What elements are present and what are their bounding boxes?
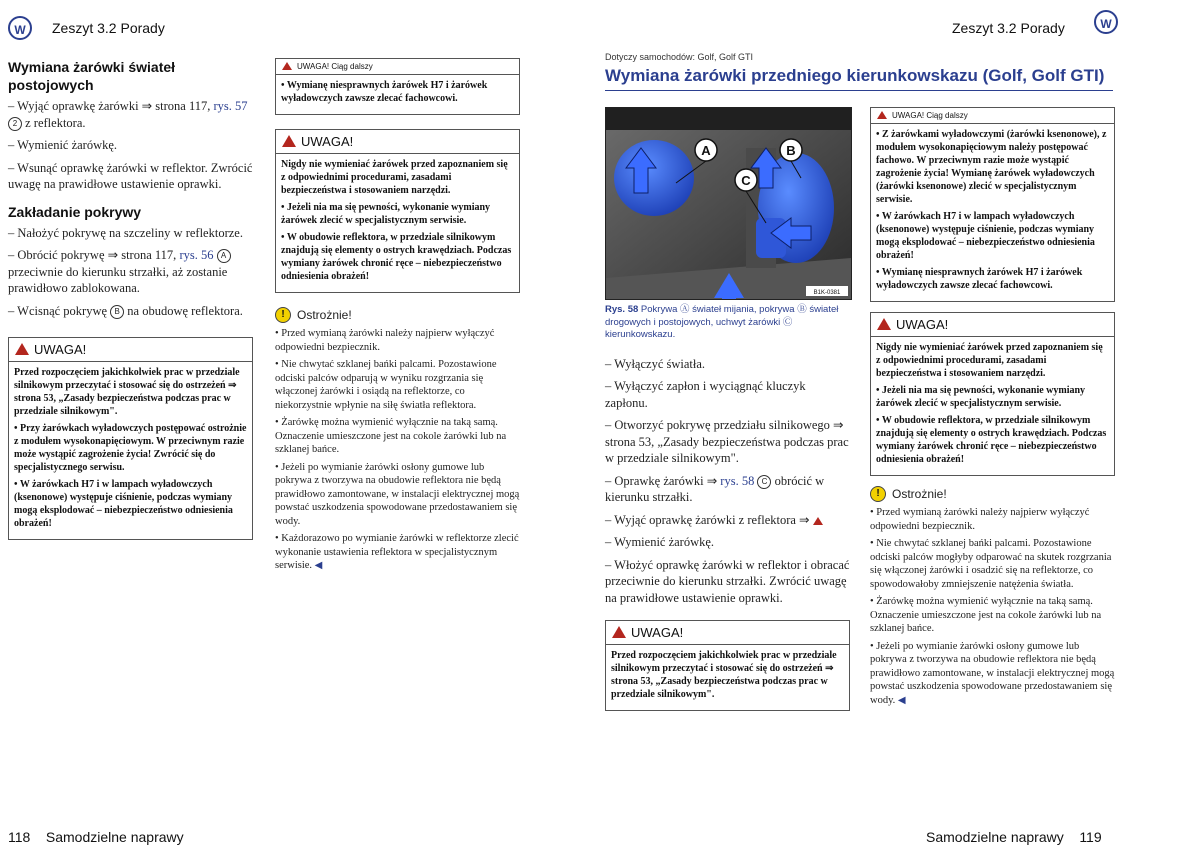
callout-marker: 2 <box>8 117 22 131</box>
warning-body <box>276 154 519 292</box>
warning-title: UWAGA! <box>301 134 354 149</box>
step-text: z reflektora. <box>22 115 86 130</box>
warning-box <box>275 129 520 293</box>
warning-continued-box <box>870 107 1115 302</box>
step-list <box>605 356 850 607</box>
step-text: – Otworzyć pokrywę przedziału silnikowego ⇒ strona 53, „Zasady bezpieczeństwa podczas prac w przedziale silnikowym". <box>605 418 849 465</box>
step-item <box>8 98 253 131</box>
section-heading: Wymiana żarówki świateł postojowych <box>8 59 176 93</box>
warning-body <box>871 337 1114 475</box>
warning-body <box>9 362 252 539</box>
paragraph: • Jeżeli po wymianie żarówki osłony gumowe lub pokrywa z tworzywa na obudowie reflektora nie będą prawidłowo zamontowane, w instalacji elektrycznej mogą powstać uszkodzenia spowodowane przedostawaniem się wody. ◀ <box>870 640 1115 706</box>
caution-header <box>870 486 1115 502</box>
paragraph: • Żarówkę można wymienić wyłącznie na taką samą. Oznaczenie umieszczone jest na cokole żarówki lub na szklanej bańce. <box>870 596 1102 634</box>
step-item <box>605 557 850 607</box>
warning-triangle-icon <box>877 111 887 119</box>
warning-title: UWAGA! <box>896 317 949 332</box>
caution-box <box>870 486 1115 707</box>
figure-reference: rys. 57 <box>213 99 248 113</box>
caution-body <box>870 506 1115 707</box>
paragraph: • Przy żarówkach wyładowczych postępować ostrożnie z modułem wysokonapięciowym. W przeciwnym razie może wystąpić zagrożenie życia! Zwrócić się do specjalistycznego serwisu. <box>14 423 247 473</box>
page-header <box>52 20 165 36</box>
step-list <box>8 98 253 193</box>
caution-exclamation-icon: ! <box>275 307 291 323</box>
paragraph: • Jeżeli po wymianie żarówki osłony gumowe lub pokrywa z tworzywa na obudowie reflektora nie będą prawidłowo zamontowane, w instalacji elektrycznej mogą powstać uszkodzenia spowodowane przedostawaniem się wody. <box>275 461 520 527</box>
paragraph: • Przed wymianą żarówki należy najpierw wyłączyć odpowiedni bezpiecznik. <box>275 328 495 353</box>
header-subtitle: Porady <box>120 20 165 36</box>
step-text: – Włożyć oprawkę żarówki w reflektor i obracać przeciwnie do kierunku strzałki. Zwrócić uwagę na prawidłowe ustawienie oprawki. <box>605 557 850 605</box>
end-marker-icon: ◀ <box>314 560 323 571</box>
figure-caption <box>605 304 850 342</box>
footer-title: Samodzielne naprawy <box>926 829 1064 845</box>
paragraph: • Każdorazowo po wymianie żarówki w reflektorze zlecić wykonanie ustawienia reflektora w specjalistycznym serwisie. ◀ <box>275 533 519 571</box>
step-list <box>8 225 253 320</box>
step-text: przeciwnie do kierunku strzałki, aż zostanie prawidłowo zablokowana. <box>8 264 228 295</box>
header-subtitle: Porady <box>1020 20 1065 36</box>
page-number: 118 <box>8 829 31 845</box>
warning-triangle-icon <box>282 135 296 147</box>
step-text: – Wcisnąć pokrywę <box>8 303 111 318</box>
figure-headlight-photo <box>605 107 852 300</box>
step-text: – Wyłączyć światła. <box>605 356 706 371</box>
header-title: Zeszyt 3.2 <box>952 20 1017 36</box>
step-text: – Wyjąć oprawkę żarówki ⇒ strona 117, <box>8 99 214 113</box>
figure-code: B1K-0381 <box>813 290 841 296</box>
caution-title: Ostrożnie! <box>892 487 947 501</box>
caution-box <box>275 307 520 573</box>
step-item <box>605 473 850 506</box>
step-item <box>605 417 850 467</box>
step-item <box>605 356 850 373</box>
warning-title: UWAGA! Ciąg dalszy <box>297 62 373 71</box>
step-item <box>8 160 253 193</box>
vw-logo-icon: W <box>1094 10 1118 34</box>
step-text: – Wyjąć oprawkę żarówki z reflektora ⇒ <box>605 512 813 527</box>
warning-title: UWAGA! <box>631 625 684 640</box>
header-title: Zeszyt 3.2 <box>52 20 117 36</box>
svg-text:B: B <box>786 143 796 158</box>
paragraph: Nigdy nie wymieniać żarówek przed zapoznaniem się z odpowiednimi procedurami, zasadami bezpieczeństwa i stosowaniem narzędzi. <box>281 159 508 196</box>
figure-reference: rys. 56 <box>179 248 214 262</box>
page-number: 119 <box>1079 829 1102 845</box>
main-heading: Wymiana żarówki przedniego kierunkowskazu (Golf, Golf GTI) <box>605 66 1105 85</box>
caption-text: Pokrywa Ⓐ świateł mijania, pokrywa Ⓑ świateł drogowych i postojowych, uchwyt żarówki Ⓒ kierunkowskazu. <box>605 304 839 340</box>
svg-text:A: A <box>701 143 711 158</box>
step-text: na obudowę reflektora. <box>124 303 243 318</box>
paragraph: Nigdy nie wymieniać żarówek przed zapoznaniem się z odpowiednimi procedurami, zasadami bezpieczeństwa i stosowaniem narzędzi. <box>876 342 1103 379</box>
step-item <box>605 512 850 529</box>
caution-header <box>275 307 520 323</box>
paragraph: • W żarówkach H7 i w lampach wyładowczych (ksenonowe) występuje ciśnienie, podczas wymiany mogą eksplodować – niebezpieczeństwo odniesienia obrażeń! <box>876 211 1095 261</box>
figure-label-a <box>695 139 717 161</box>
warning-box <box>605 620 850 711</box>
warning-box <box>870 312 1115 476</box>
warning-header <box>9 338 252 362</box>
warning-header <box>871 313 1114 337</box>
step-item <box>605 378 850 411</box>
step-text: – Wymienić żarówkę. <box>8 138 118 152</box>
warning-continued-box <box>275 58 520 115</box>
paragraph: • Przed wymianą żarówki należy najpierw wyłączyć odpowiedni bezpiecznik. <box>870 507 1090 532</box>
figure-label-b <box>780 139 802 161</box>
warning-header <box>276 59 519 75</box>
warning-title: UWAGA! <box>34 342 87 357</box>
warning-triangle-icon <box>282 62 292 70</box>
step-text: – Wsunąć oprawkę żarówki w reflektor. Zwrócić uwagę na prawidłowe ustawienie oprawki. <box>8 160 253 191</box>
warning-triangle-icon <box>15 343 29 355</box>
paragraph: Przed rozpoczęciem jakichkolwiek prac w przedziale silnikowym przeczytać i stosować się do ostrzeżeń ⇒ strona 53, „Zasady bezpieczeństwa podczas prac w przedziale silnikowym". <box>14 367 240 417</box>
page-footer <box>926 829 1102 845</box>
step-item <box>8 303 253 320</box>
step-text: – Wymienić żarówkę. <box>605 535 715 549</box>
caution-title: Ostrożnie! <box>297 308 352 322</box>
callout-marker: A <box>217 249 231 263</box>
left-column-2 <box>275 58 520 577</box>
left-column-1 <box>8 58 253 550</box>
warning-header <box>871 108 1114 124</box>
step-item <box>8 247 253 297</box>
warning-triangle-icon <box>612 626 626 638</box>
warning-box <box>8 337 253 540</box>
headlight-illustration <box>606 108 851 299</box>
footer-title: Samodzielne naprawy <box>45 829 184 845</box>
paragraph: • Nie chwytać szklanej bańki palcami. Pozostawione odciski palców odparują w wyniku rozgrzania się włączonej żarówki i osiądą na reflektorze, co niekorzystnie wpłynie na siłę światła reflektora. <box>275 359 497 411</box>
paragraph: • Jeżeli nia ma się pewności, wykonanie wymiany żarówek zlecić w specjalistycznym serwisie. <box>876 385 1086 409</box>
callout-marker: C <box>757 475 771 489</box>
right-column-1 <box>605 304 850 721</box>
caution-exclamation-icon: ! <box>870 486 886 502</box>
figure-label-c <box>735 169 757 191</box>
warning-body <box>606 645 849 710</box>
page-footer <box>8 829 184 845</box>
svg-text:C: C <box>741 173 751 188</box>
step-text: – Oprawkę żarówki ⇒ <box>605 473 721 488</box>
step-text: – Wyłączyć zapłon i wyciągnąć kluczyk zapłonu. <box>605 379 806 410</box>
paragraph: • W obudowie reflektora, w przedziale silnikowym znajdują się elementy o ostrych krawędziach. Podczas wymiany żarówek chronić ręce – niebezpieczeństwo odniesienia obrażeń! <box>876 415 1107 465</box>
warning-body <box>871 124 1114 301</box>
paragraph: • Jeżeli nia ma się pewności, wykonanie wymiany żarówek zlecić w specjalistycznym serwisie. <box>281 202 491 226</box>
callout-marker: B <box>110 305 124 319</box>
paragraph: • W obudowie reflektora, w przedziale silnikowym znajdują się elementy o ostrych krawędziach. Podczas wymiany żarówek chronić ręce – niebezpieczeństwo odniesienia obrażeń! <box>281 232 512 282</box>
warning-header <box>606 621 849 645</box>
step-item <box>8 225 253 242</box>
step-text: obrócić w kierunku strzałki. <box>605 473 825 504</box>
caution-body <box>275 327 520 573</box>
page-header <box>952 20 1065 36</box>
caption-number: Rys. 58 <box>605 304 639 315</box>
warning-header <box>276 130 519 154</box>
applies-to: Dotyczy samochodów: Golf, Golf GTI <box>605 52 754 62</box>
step-item <box>8 137 253 154</box>
warning-triangle-icon <box>877 318 891 330</box>
step-text: – Nałożyć pokrywę na szczeliny w reflektorze. <box>8 225 243 240</box>
paragraph: • Nie chwytać szklanej bańki palcami. Pozostawione odciski palców mogłyby odparować na skutek rozgrzania się włączonej żarówki i osadzić się na reflektorze, co spowodowałoby zmniejszenie natężenia światła. <box>870 538 1112 590</box>
figure-reference: rys. 58 <box>720 473 755 488</box>
paragraph: • Wymianę niesprawnych żarówek H7 i żarówek wyładowczych zawsze zlecać fachowcowi. <box>876 267 1083 291</box>
paragraph: • Wymianę niesprawnych żarówek H7 i żarówek wyładowczych zawsze zlecać fachowcowi. <box>281 80 488 104</box>
warning-title: UWAGA! Ciąg dalszy <box>892 111 968 120</box>
warning-body <box>276 75 519 114</box>
step-text: – Obrócić pokrywę ⇒ strona 117, <box>8 248 180 262</box>
paragraph: • Z żarówkami wyładowczymi (żarówki ksenonowe), z modułem wysokonapięciowym należy postępować fachowo. W przeciwnym razie może wystąpić zagrożenie życia! Wymianę żarówek wyładowczych (żarówki ksenonowe) zlecić w specjalistycznym serwisie. <box>876 129 1107 205</box>
right-column-2 <box>870 107 1115 711</box>
vw-logo-icon: W <box>8 16 32 40</box>
warning-triangle-icon <box>813 517 823 525</box>
paragraph: Przed rozpoczęciem jakichkolwiek prac w przedziale silnikowym przeczytać i stosować się do ostrzeżeń ⇒ strona 53, „Zasady bezpieczeństwa podczas prac w przedziale silnikowym". <box>611 650 837 700</box>
step-item <box>605 534 850 551</box>
heading-rule <box>605 90 1113 91</box>
paragraph: • Żarówkę można wymienić wyłącznie na taką samą. Oznaczenie umieszczone jest na cokole żarówki lub na szklanej bańce. <box>275 417 507 455</box>
paragraph: • W żarówkach H7 i w lampach wyładowczych (ksenonowe) występuje ciśnienie, podczas wymiany mogą eksplodować – niebezpieczeństwo odniesienia obrażeń! <box>14 479 233 529</box>
end-marker-icon: ◀ <box>897 694 906 706</box>
section-heading: Zakładanie pokrywy <box>8 203 142 220</box>
